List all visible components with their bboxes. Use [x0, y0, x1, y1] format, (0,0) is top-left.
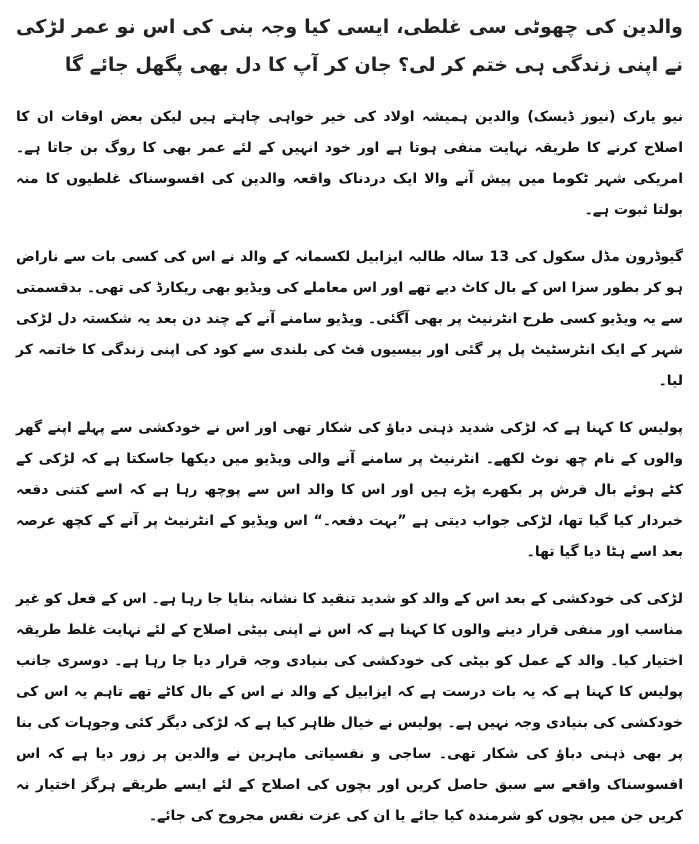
article-paragraph-2: گیوڈرون مڈل سکول کی 13 سالہ طالبہ ایزابیل لکسمانہ کے والد نے اس کی کسی بات سے ناراض ہو کر بطور سزا اس کے بال کاٹ دیے تھے اور اس معاملے کی ویڈیو بھی ریکارڈ کی تھی۔ بدقسمتی سے یہ ویڈیو کسی طرح انٹرنیٹ پر بھی آگئی۔ ویڈیو سامنے آنے کے چند دن بعد یہ شکستہ دل لڑکی شہر کے ایک انٹرسٹیٹ پل پر گئی اور بیسیوں فٹ کی بلندی سے کود کی اپنی زندگی کا خاتمہ کر لیا۔	[16, 249, 683, 389]
article-headline: والدین کی چھوٹی سی غلطی، ایسی کیا وجہ بنی کی اس نو عمر لڑکی نے اپنی زندگی ہی ختم کر لی؟ جان کر آپ کا دل بھی پگھل جائے گا	[16, 16, 683, 76]
article-paragraph-1: نیو یارک (نیوز ڈیسک) والدین ہمیشہ اولاد کی خیر خواہی چاہتے ہیں لیکن بعض اوقات ان کا اصلاح کرنے کا طریقہ نہایت منفی ہوتا ہے اور خود انہیں کے لئے عمر بھی کا روگ بن جاتا ہے۔ امریکی شہر ٹکوما میں پیش آنے والا ایک دردناک واقعہ والدین کی افسوسناک غلطیوں کا منہ بولتا ثبوت ہے۔	[16, 109, 683, 218]
article-paragraph-3: پولیس کا کہنا ہے کہ لڑکی شدید ذہنی دباؤ کی شکار تھی اور اس نے خودکشی سے پہلے اپنے گھر والوں کے نام چھ نوٹ لکھے۔ انٹرنیٹ پر سامنے آنے والی ویڈیو میں دیکھا جاسکتا ہے کہ لڑکی کے کٹے ہوئے بال فرش پر بکھرے پڑے ہیں اور اس کا والد اس سے پوچھ رہا ہے کہ اسے کتنی دفعہ خبردار کیا گیا تھا، لڑکی جواب دیتی ہے ”بہت دفعہ۔“ اس ویڈیو کے انٹرنیٹ پر آنے کے کچھ عرصہ بعد اسے ہٹا دیا گیا تھا۔	[16, 420, 683, 560]
article-paragraph-4: لڑکی کی خودکشی کے بعد اس کے والد کو شدید تنقید کا نشانہ بنایا جا رہا ہے۔ اس کے فعل کو غیر مناسب اور منفی قرار دینے والوں کا کہنا ہے کہ اس نے اپنی بیٹی اصلاح کے لئے نہایت غلط طریقہ اختیار کیا۔ والد کے عمل کو بیٹی کی خودکشی کی بنیادی وجہ قرار دیا جا رہا ہے۔ دوسری جانب پولیس کا کہنا ہے کہ یہ بات درست ہے کہ ایزابیل کے والد نے اس کے بال کاٹے تھے تاہم یہ اس کی خودکشی کی بنیادی وجہ نہیں ہے۔ پولیس نے خیال ظاہر کیا ہے کہ لڑکی دیگر کئی وجوہات کی بنا پر بھی ذہنی دباؤ کی شکار تھی۔ ساجی و نفسیاتی ماہرین نے والدین پر زور دیا ہے کہ اس افسوسناک واقعے سے سبق حاصل کریں اور بچوں کی اصلاح کے لئے ایسے طریقے ہرگز اختیار نہ کریں جن میں بچوں کو شرمندہ کیا جائے یا ان کی عزت نفس مجروح کی جائے۔	[16, 591, 683, 824]
